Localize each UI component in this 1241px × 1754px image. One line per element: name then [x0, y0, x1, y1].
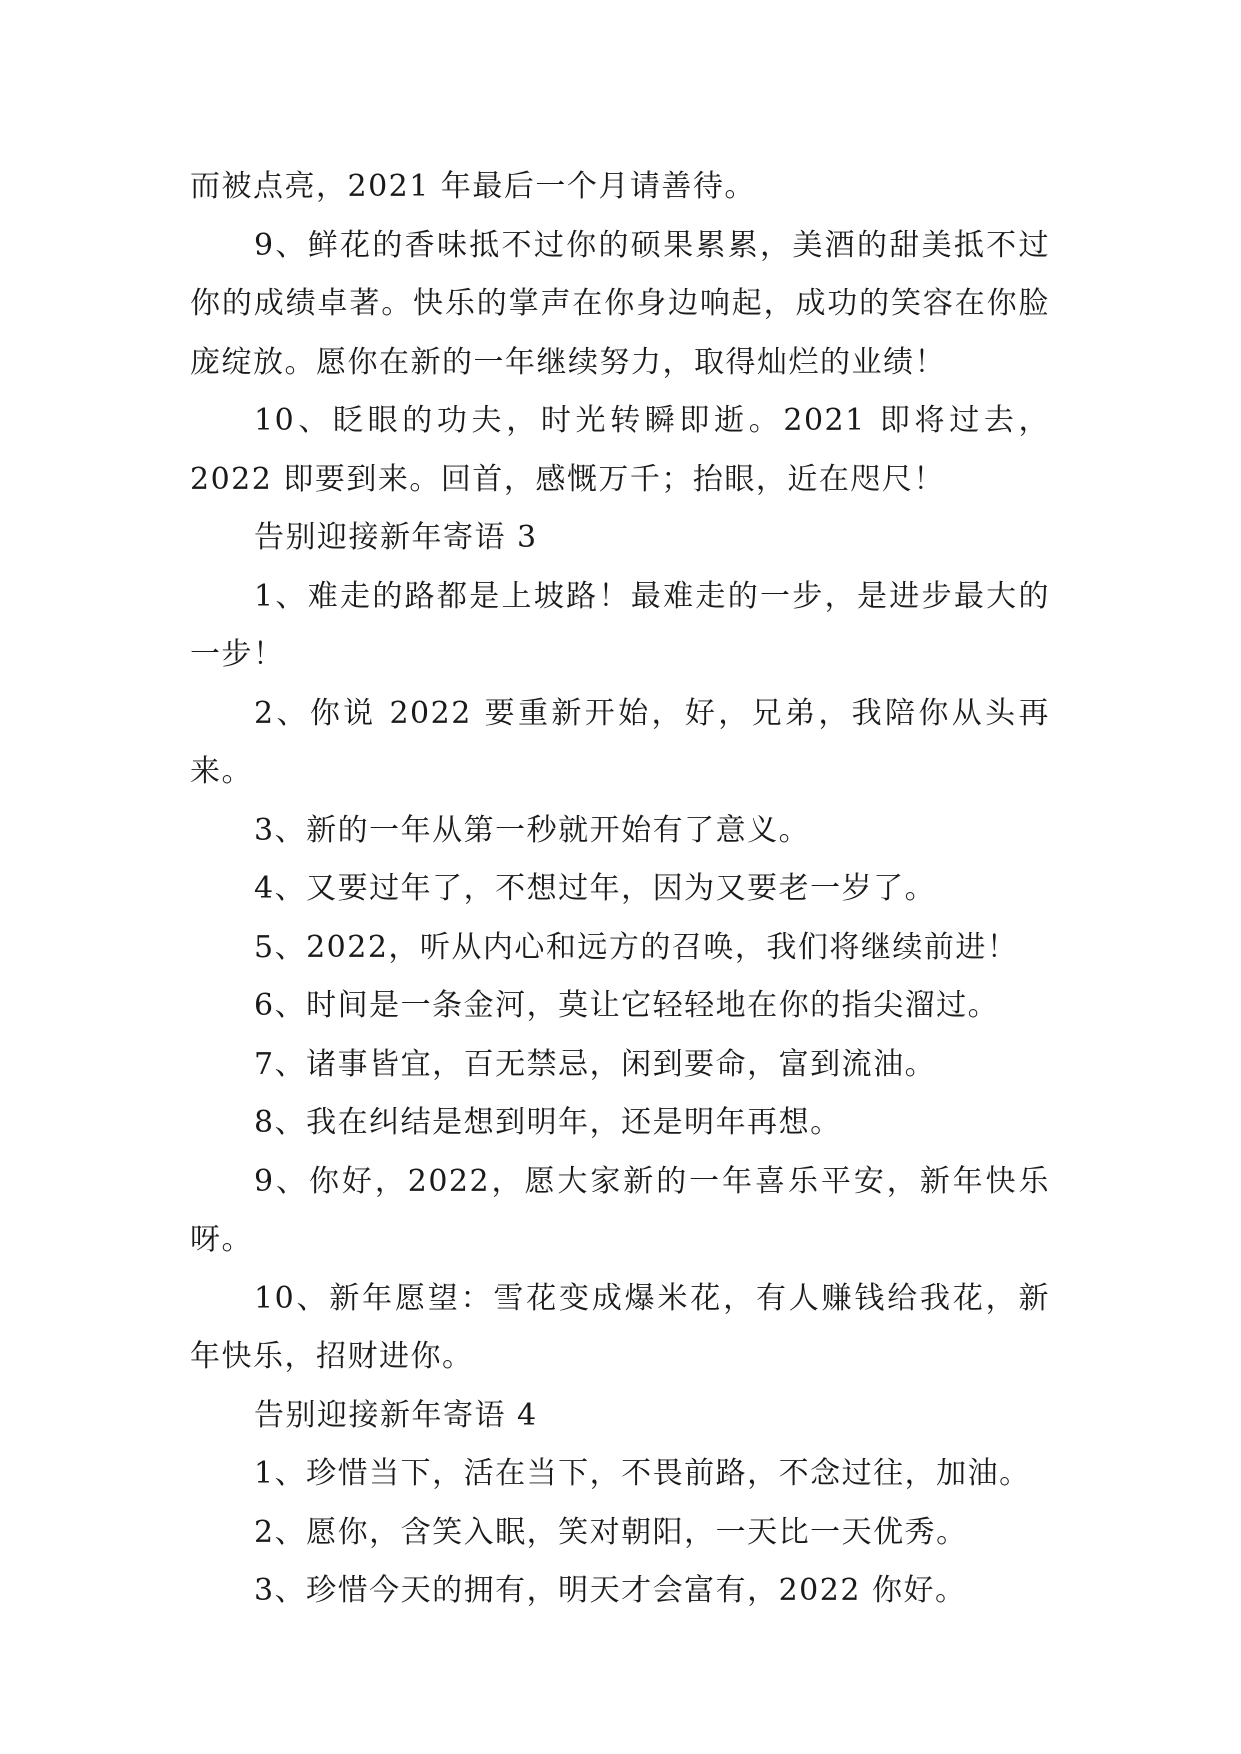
paragraph-item: 2、愿你，含笑入眠，笑对朝阳，一天比一天优秀。: [254, 1514, 968, 1550]
paragraph-item: 9、鲜花的香味抵不过你的硕果累累，美酒的甜美抵不过你的成绩卓著。快乐的掌声在你身边响起，成功的笑容在你脸庞绽放。愿你在新的一年继续努力，取得灿烂的业绩！: [190, 227, 1050, 380]
paragraph-continuation: 而被点亮，2021 年最后一个月请善待。: [190, 169, 756, 204]
paragraph-item: 1、珍惜当下，活在当下，不畏前路，不念过往，加油。: [254, 1456, 1031, 1491]
paragraph-item: 9、你好，2022，愿大家新的一年喜乐平安，新年快乐呀。: [190, 1163, 1050, 1257]
paragraph-item: 3、珍惜今天的拥有，明天才会富有，2022 你好。: [254, 1573, 967, 1608]
document-body: [190, 158, 1050, 1621]
paragraph-item: 3、新的一年从第一秒就开始有了意义。: [254, 812, 811, 848]
section-heading: 告别迎接新年寄语 4: [254, 1397, 538, 1433]
paragraph-item: 1、难走的路都是上坡路！最难走的一步，是进步最大的一步！: [190, 578, 1050, 672]
paragraph-item: 2、你说 2022 要重新开始，好，兄弟，我陪你从头再来。: [190, 695, 1050, 789]
paragraph-item: 7、诸事皆宜，百无禁忌，闲到要命，富到流油。: [254, 1046, 937, 1082]
paragraph-item: 10、眨眼的功夫，时光转瞬即逝。2021 即将过去，2022 即要到来。回首，感慨万千；抬眼，近在咫尺！: [190, 403, 1050, 497]
section-heading: 告别迎接新年寄语 3: [254, 520, 538, 555]
paragraph-item: 10、新年愿望：雪花变成爆米花，有人赚钱给我花，新年快乐，招财进你。: [190, 1280, 1050, 1374]
paragraph-item: 6、时间是一条金河，莫让它轻轻地在你的指尖溜过。: [254, 988, 1000, 1023]
paragraph-item: 8、我在纠结是想到明年，还是明年再想。: [254, 1105, 842, 1140]
paragraph-item: 4、又要过年了，不想过年，因为又要老一岁了。: [254, 871, 937, 906]
paragraph-item: 5、2022，听从内心和远方的召唤，我们将继续前进！: [254, 929, 1019, 965]
